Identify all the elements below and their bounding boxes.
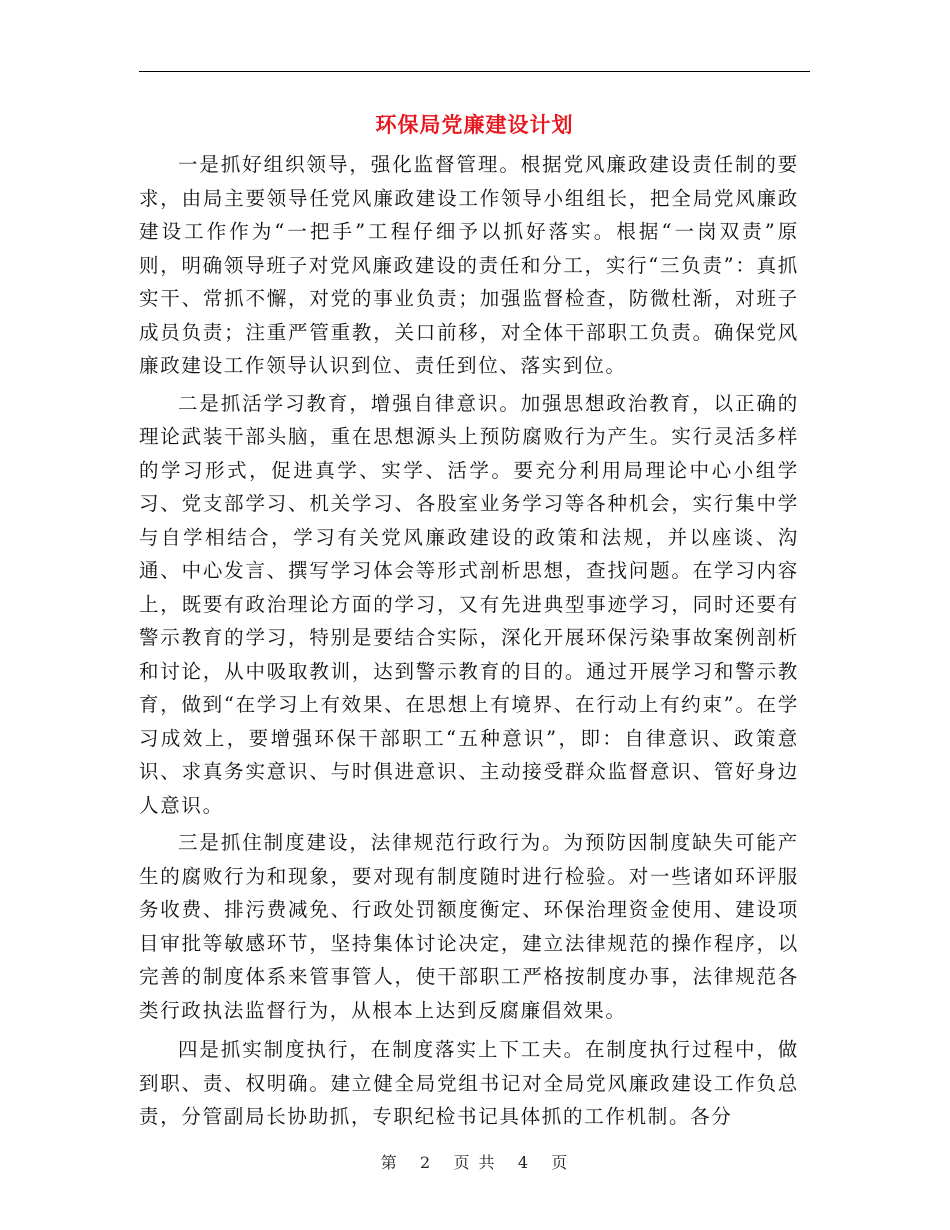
footer-prefix: 第 [380, 1153, 399, 1172]
document-title: 环保局党廉建设计划 [375, 112, 574, 137]
paragraph-3: 三是抓住制度建设，法律规范行政行为。为预防因制度缺失可能产生的腐败行为和现象，要对现有制度随时进行检验。对一些诸如环评服务收费、排污费减免、行政处罚额度衡定、环保治理资金使用、建设项目审批等敏感环节，坚持集体讨论决定，建立法律规范的操作程序，以完善的制度体系来管事管人，使干部职工严格按制度办事，法律规范各类行政执法监督行为，从根本上达到反腐廉倡效果。 [139, 831, 799, 1022]
footer-page-current: 2 [419, 1153, 433, 1172]
footer-page-total: 4 [517, 1153, 531, 1172]
paragraph-1: 一是抓好组织领导，强化监督管理。根据党风廉政建设责任制的要求，由局主要领导任党风廉政建设工作领导小组组长，把全局党风廉政建设工作作为“一把手”工程仔细予以抓好落实。根据“一岗双责”原则，明确领导班子对党风廉政建设的责任和分工，实行“三负责”：真抓实干、常抓不懈，对党的事业负责；加强监督检查，防微杜渐，对班子成员负责；注重严管重教，关口前移，对全体干部职工负责。确保党风廉政建设工作领导认识到位、责任到位、落实到位。 [139, 153, 799, 377]
footer-middle: 页 共 [453, 1153, 497, 1172]
paragraph-2: 二是抓活学习教育，增强自律意识。加强思想政治教育，以正确的理论武装干部头脑，重在思想源头上预防腐败行为产生。实行灵活多样的学习形式，促进真学、实学、活学。要充分利用局理论中心小组学习、党支部学习、机关学习、各股室业务学习等各种机会，实行集中学与自学相结合，学习有关党风廉政建设的政策和法规，并以座谈、沟通、中心发言、撰写学习体会等形式剖析思想，查找问题。在学习内容上，既要有政治理论方面的学习，又有先进典型事迹学习，同时还要有警示教育的学习，特别是要结合实际，深化开展环保污染事故案例剖析和讨论，从中吸取教训，达到警示教育的目的。通过开展学习和警示教育，做到“在学习上有效果、在思想上有境界、在行动上有约束”。在学习成效上，要增强环保干部职工“五种意识”，即：自律意识、政策意识、求真务实意识、与时俱进意识、主动接受群众监督意识、管好身边人意识。 [139, 391, 799, 817]
paragraph-4: 四是抓实制度执行，在制度落实上下工夫。在制度执行过程中，做到职、责、权明确。建立健全局党组书记对全局党风廉政建设工作负总责，分管副局长协助抓，专职纪检书记具体抓的工作机制。各分 [139, 1038, 799, 1128]
document-body [139, 148, 799, 1138]
footer-suffix: 页 [551, 1153, 570, 1172]
page-footer [0, 1150, 950, 1173]
header-rule [139, 71, 810, 72]
